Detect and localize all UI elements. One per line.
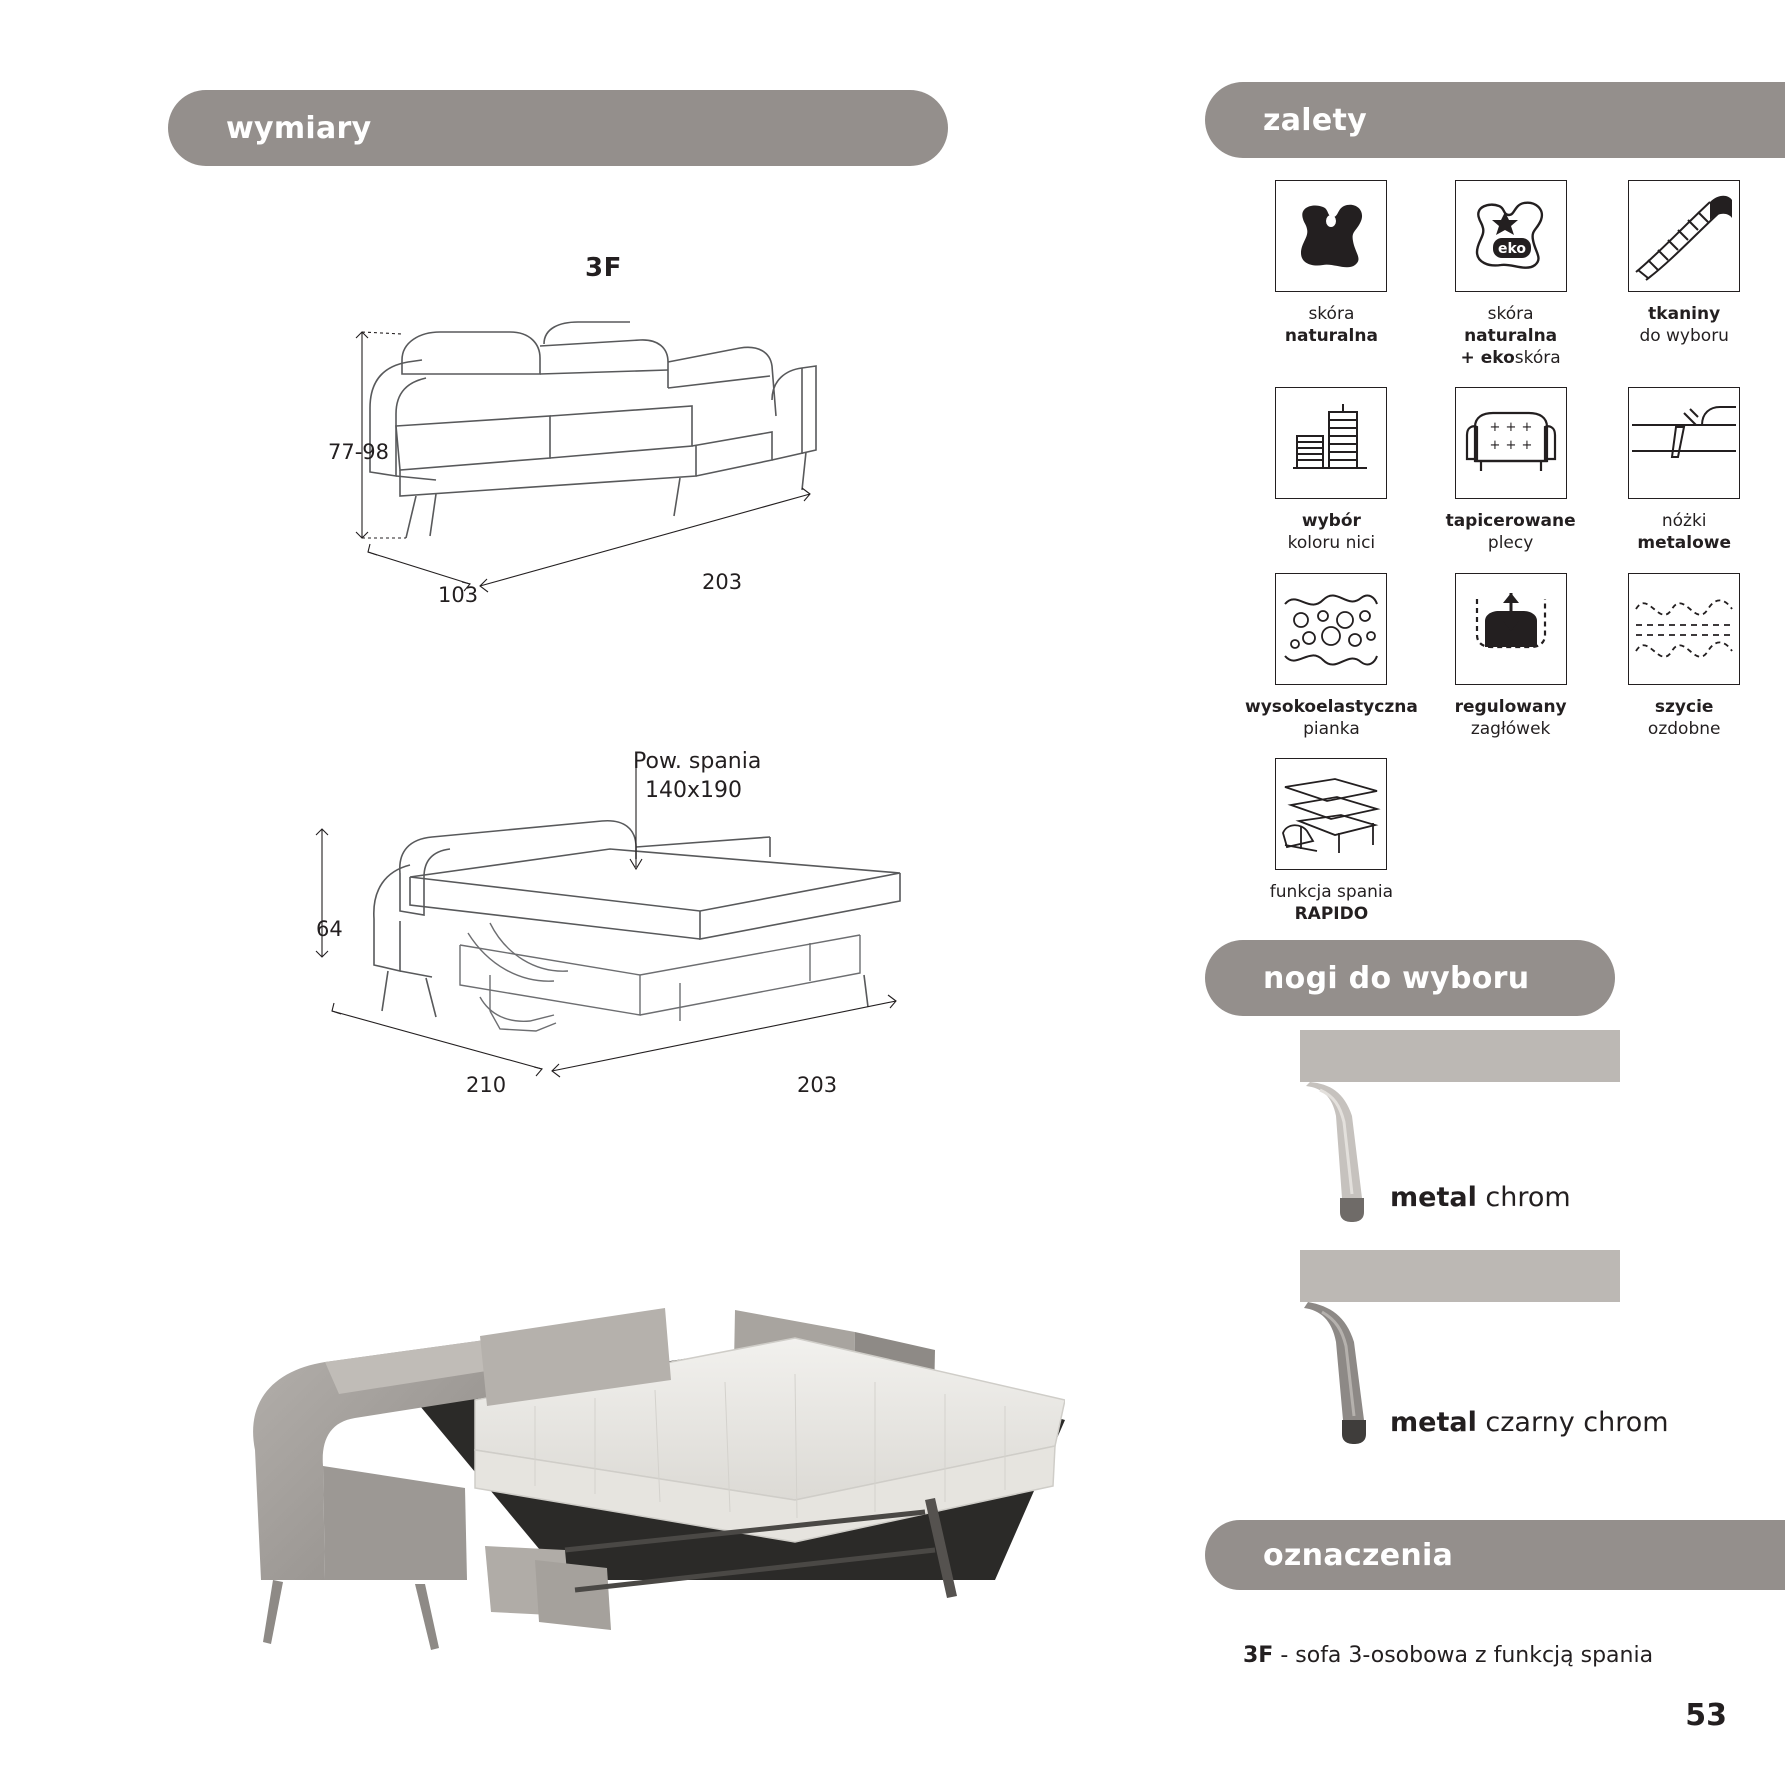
eco-leather-icon (1455, 180, 1567, 292)
sofa-bed-technical-drawing (340, 815, 940, 1105)
oznaczenia-description: - sofa 3-osobowa z funkcją spania (1273, 1643, 1654, 1668)
metal-leg-icon (1628, 387, 1740, 499)
feature-metal-legs (1603, 387, 1765, 555)
sofa-technical-drawing (340, 300, 920, 600)
upholstered-back-icon (1455, 387, 1567, 499)
feature-caption: wybór koloru nici (1287, 511, 1376, 553)
page-number: 53 (1685, 1698, 1727, 1733)
feature-thread-color (1245, 387, 1418, 555)
feature-caption: szycie ozdobne (1647, 696, 1721, 739)
svg-text:+: + (1489, 438, 1501, 454)
svg-text:+: + (1505, 420, 1517, 436)
features-grid (1245, 180, 1765, 926)
feature-foam (1245, 573, 1418, 741)
oznaczenia-entry (1243, 1643, 1653, 1668)
section-title-text: zalety (1263, 102, 1368, 138)
feature-caption: wysokoelastyczna pianka (1245, 696, 1418, 739)
svg-text:+: + (1521, 420, 1533, 436)
leather-hide-icon (1275, 180, 1387, 292)
section-header-zalety (1205, 82, 1785, 158)
fabric-roll-icon (1628, 180, 1740, 292)
foam-icon (1275, 573, 1387, 685)
section-header-oznaczenia (1205, 1520, 1785, 1590)
feature-adjustable-headrest (1430, 573, 1592, 741)
feature-eco-leather (1430, 180, 1592, 369)
dimension-depth: 103 (438, 583, 479, 607)
section-header-wymiary (168, 90, 948, 166)
model-label-3f: 3F (585, 253, 622, 283)
dimension-width: 203 (702, 570, 743, 594)
section-title-text: nogi do wyboru (1263, 960, 1530, 996)
thread-spool-icon (1275, 387, 1387, 499)
dimension-bed-width: 203 (797, 1073, 838, 1097)
sofa-bed-photo (235, 1250, 1065, 1670)
feature-caption: skóra naturalna (1284, 304, 1378, 346)
feature-upholstered-back (1430, 387, 1592, 555)
feature-caption: regulowany zagłówek (1454, 696, 1567, 739)
leg-label-chrome: metal chrom (1390, 1182, 1571, 1213)
feature-decorative-stitching (1603, 573, 1765, 741)
feature-caption: tkaniny do wyboru (1639, 304, 1729, 346)
oznaczenia-code: 3F (1243, 1643, 1274, 1668)
leg-label-black-chrome: metal czarny chrom (1390, 1407, 1669, 1438)
svg-text:+: + (1521, 438, 1533, 454)
sleep-area-value: 140x190 (645, 778, 743, 803)
feature-sleep-function (1245, 758, 1418, 926)
sleep-area-label: Pow. spania (633, 749, 762, 774)
feature-caption: nóżki metalowe (1637, 511, 1731, 553)
dimension-bed-depth: 210 (466, 1073, 507, 1097)
svg-text:+: + (1505, 438, 1517, 454)
dimension-bed-height: 64 (316, 917, 343, 941)
section-header-nogi (1205, 940, 1615, 1016)
dimension-height: 77-98 (328, 440, 390, 464)
adjustable-headrest-icon (1455, 573, 1567, 685)
svg-text:eko: eko (1497, 241, 1526, 257)
svg-text:+: + (1489, 420, 1501, 436)
section-title-text: wymiary (226, 110, 372, 146)
feature-leather-natural (1245, 180, 1418, 369)
section-title-text: oznaczenia (1263, 1537, 1454, 1573)
sleep-function-icon (1275, 758, 1387, 870)
feature-caption: tapicerowane plecy (1445, 511, 1576, 553)
decorative-stitching-icon (1628, 573, 1740, 685)
feature-caption: funkcja spania RAPIDO (1269, 882, 1394, 924)
feature-fabrics (1603, 180, 1765, 369)
feature-caption: skóra naturalna + ekoskóra (1460, 304, 1561, 368)
